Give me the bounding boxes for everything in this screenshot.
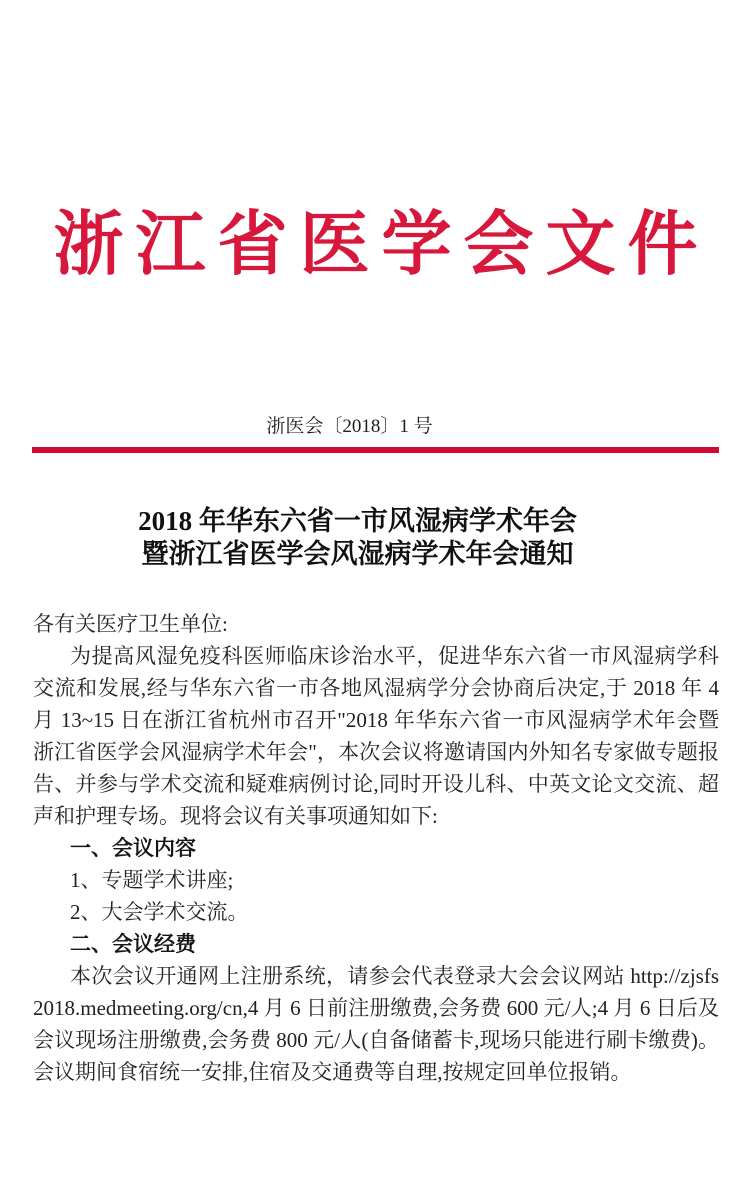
salutation: 各有关医疗卫生单位: bbox=[33, 612, 228, 636]
document-number: 浙医会〔2018〕1 号 bbox=[266, 416, 433, 437]
section-1-item-2: 2、大会学术交流。 bbox=[70, 900, 249, 924]
intro-paragraph: 为提高风湿免疫科医师临床诊治水平，促进华东六省一市风湿病学科交流和发展,经与华东六省一市各地风湿病学分会协商后决定,于 2018 年 4 月 13~15 日在浙江省杭州市召开"2018 年华东六省一市风湿病学术年会暨浙江省医学会风湿病学术年会"，本次会议将邀请国内外知名专家做专题报告、并参与学术交流和疑难病例讨论,同时开设儿科、中英文论文交流、超声和护理专场。现将会议有关事项通知如下: bbox=[33, 644, 719, 828]
red-divider-rule bbox=[32, 447, 719, 453]
document-org-title: 浙江省医学会文件 bbox=[53, 207, 710, 284]
section-1-item-1: 1、专题学术讲座; bbox=[70, 868, 234, 892]
notice-title-line-1: 2018 年华东六省一市风湿病学术年会 bbox=[138, 506, 577, 536]
notice-title-line-2: 暨浙江省医学会风湿病学术年会通知 bbox=[141, 539, 574, 569]
notice-title bbox=[0, 505, 733, 571]
section-1-heading: 一、会议内容 bbox=[70, 836, 196, 860]
section-2-heading: 二、会议经费 bbox=[70, 932, 196, 956]
section-2-paragraph: 本次会议开通网上注册系统，请参会代表登录大会会议网站 http://zjsfs2018.medmeeting.org/cn,4 月 6 日前注册缴费,会务费 600 元/人;4 月 6 日后及会议现场注册缴费,会务费 800 元/人(自备储蓄卡,现场只能进行刷卡缴费)。会议期间食宿统一安排,住宿及交通费等自理,按规定回单位报销。 bbox=[33, 964, 719, 1084]
notice-body bbox=[33, 608, 719, 1088]
